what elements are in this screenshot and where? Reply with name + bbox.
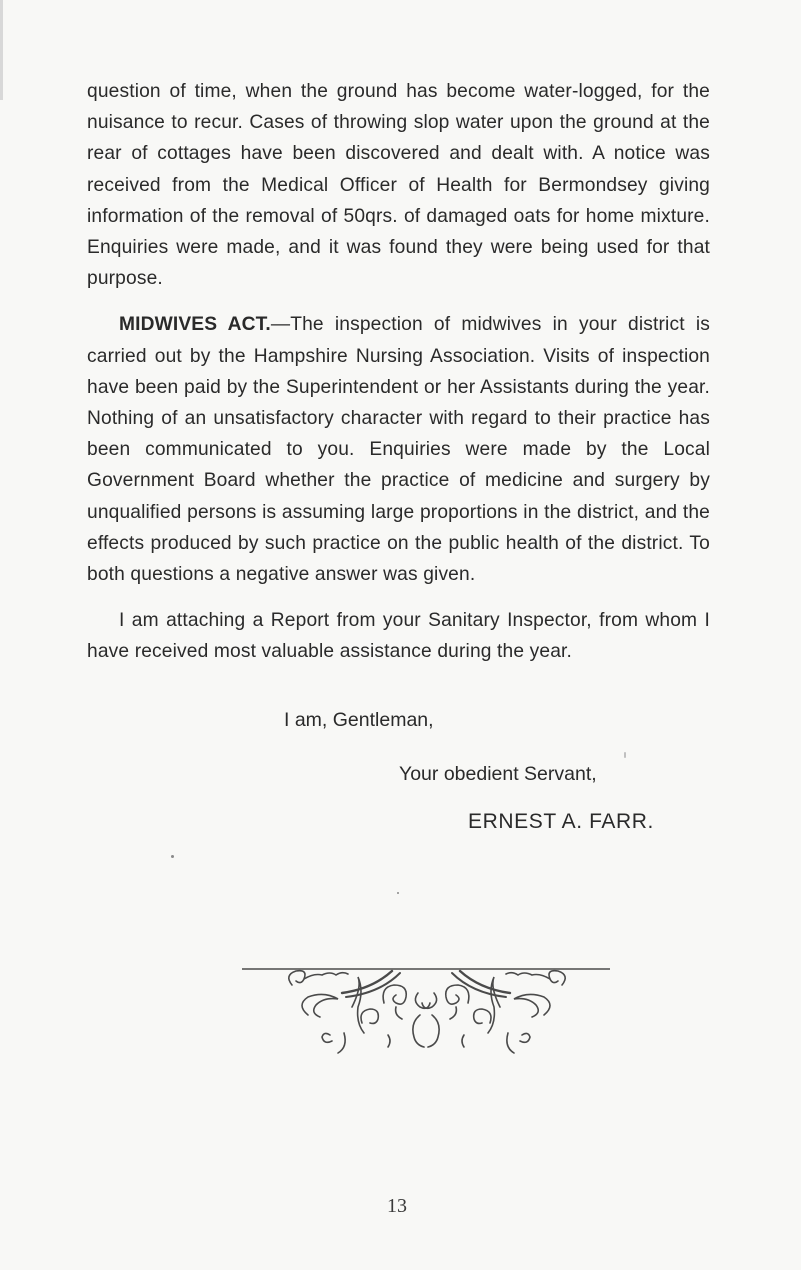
- print-speck: [397, 892, 399, 894]
- signature: ERNEST A. FARR.: [468, 810, 654, 833]
- page-number: 13: [387, 1195, 407, 1217]
- document-body: [87, 76, 710, 668]
- paragraph-nuisance: question of time, when the ground has become water-logged, for the nuisance to recur. Cases of throwing slop water upon the ground at the rear of cottages have been discovered and dealt with. A notice was received from the Medical Officer of Health for Bermondsey giving information of the removal of 50qrs. of damaged oats for home mixture. Enquiries were made, and it was found they were being used for that purpose.: [87, 81, 710, 290]
- page-edge-shadow: [0, 0, 3, 100]
- midwives-act-heading: MIDWIVES ACT.: [119, 314, 271, 336]
- closing-servant: Your obedient Servant,: [399, 763, 597, 785]
- print-speck: [171, 855, 174, 858]
- paragraph-midwives: [87, 309, 710, 590]
- closing-salutation: I am, Gentleman,: [284, 709, 434, 731]
- print-speck: [624, 752, 626, 758]
- paragraph-sanitary-report: I am attaching a Report from your Sanitary Inspector, from whom I have received most valuable assistance during the year.: [87, 610, 710, 663]
- scroll-flourish-ornament-icon: [242, 963, 610, 1059]
- midwives-act-text: —The inspection of midwives in your district is carried out by the Hampshire Nursing Association. Visits of inspection have been paid by the Superintendent or her Assistants during the year. Nothing of an unsatisfactory character with regard to their practice has been communicated to you. Enquiries were made by the Local Government Board whether the practice of medicine and surgery by unqualified persons is assuming large proportions in the district, and the effects produced by such practice on the public health of the district. To both questions a negative answer was given.: [87, 314, 710, 586]
